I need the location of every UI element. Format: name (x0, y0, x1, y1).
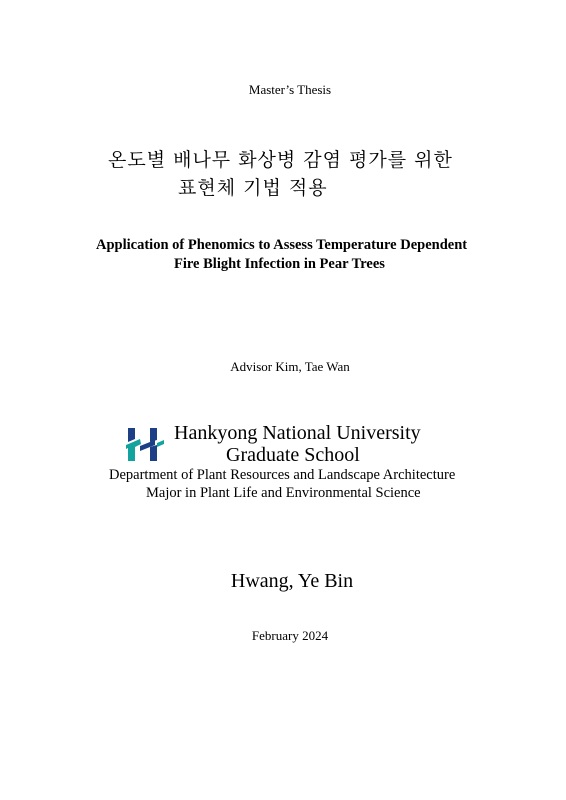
submission-date: February 2024 (251, 628, 329, 643)
graduate-school: Graduate School (226, 444, 360, 466)
major: Major in Plant Life and Environmental Science (146, 485, 421, 501)
university-name: Hankyong National University (174, 422, 421, 444)
english-title-line-1: Application of Phenomics to Assess Temperature Dependent (96, 237, 468, 253)
advisor: Advisor Kim, Tae Wan (230, 359, 350, 374)
english-title-line-2: Fire Blight Infection in Pear Trees (174, 256, 385, 272)
korean-title-line-1: 온도별 배나무 화상병 감염 평가를 위한 (108, 149, 453, 171)
department: Department of Plant Resources and Landscape Architecture (109, 467, 456, 483)
korean-title-line-2: 표현체 기법 적용 (178, 177, 328, 199)
author-name: Hwang, Ye Bin (230, 570, 354, 592)
university-h-logo-icon (124, 424, 166, 464)
thesis-type: Master’s Thesis (248, 82, 332, 97)
